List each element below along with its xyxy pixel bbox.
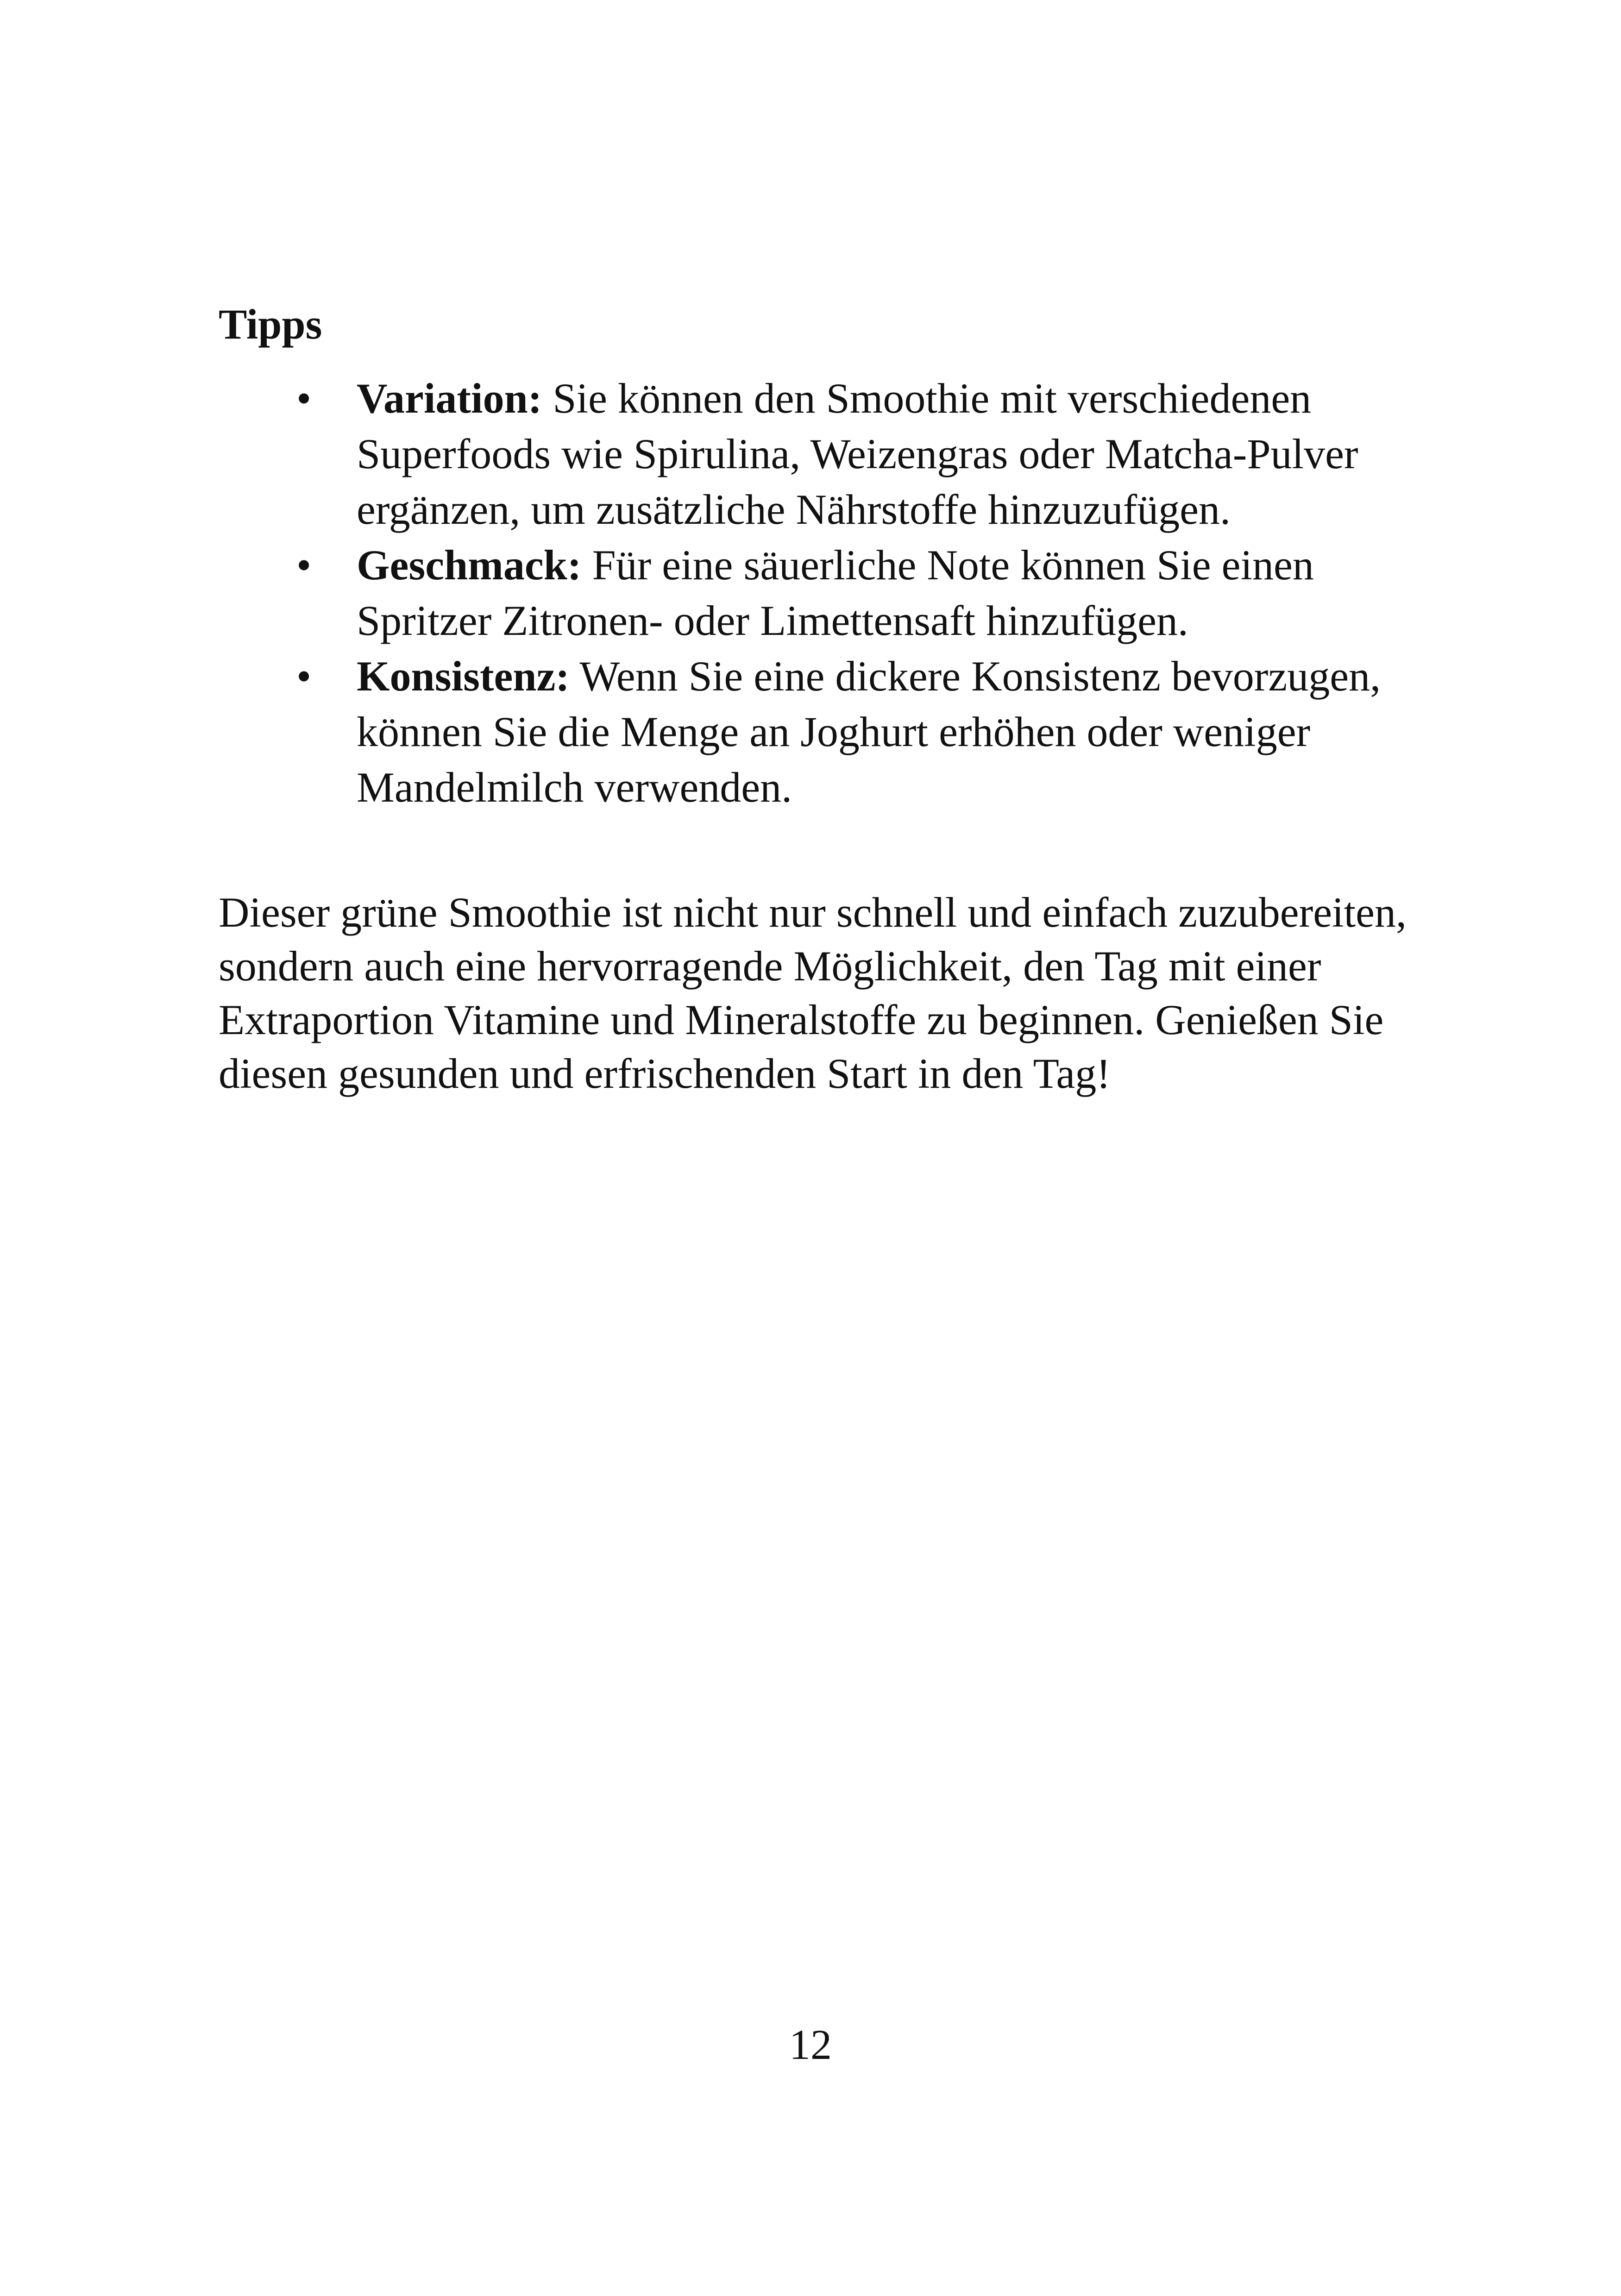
summary-paragraph: Dieser grüne Smoothie ist nicht nur schnell und einfach zuzubereiten, sondern auch eine hervorragende Möglichkeit, den Tag mit einer Extraportion Vitamine und Mineralstoffe zu beginnen. Genießen Sie diesen gesunden und erfrischenden Start in den Tag!: [219, 889, 1407, 1097]
tip-term: Geschmack:: [357, 541, 582, 589]
page-number: 12: [789, 2021, 832, 2068]
tip-item-geschmack: [296, 537, 1454, 648]
bullet: •: [296, 541, 312, 589]
tip-term: Konsistenz:: [357, 652, 570, 700]
bullet: •: [296, 652, 312, 700]
tip-text: Sie können den Smoothie mit verschiedenen Superfoods wie Spirulina, Weizengras oder Matcha-Pulver ergänzen, um zusätzliche Nährstoffe hinzuzufügen.: [357, 375, 1358, 533]
tip-item-variation: [296, 370, 1454, 537]
section-heading: Tipps: [219, 301, 322, 348]
tip-text: Für eine säuerliche Note können Sie einen Spritzer Zitronen- oder Limettensaft hinzufügen.: [357, 541, 1314, 644]
tip-term: Variation:: [357, 375, 542, 422]
tip-item-konsistenz: [296, 648, 1454, 815]
tips-list: [296, 370, 1454, 815]
tip-text: Wenn Sie eine dickere Konsistenz bevorzugen, können Sie die Menge an Joghurt erhöhen oder weniger Mandelmilch verwenden.: [357, 652, 1381, 811]
bullet: •: [296, 375, 312, 422]
